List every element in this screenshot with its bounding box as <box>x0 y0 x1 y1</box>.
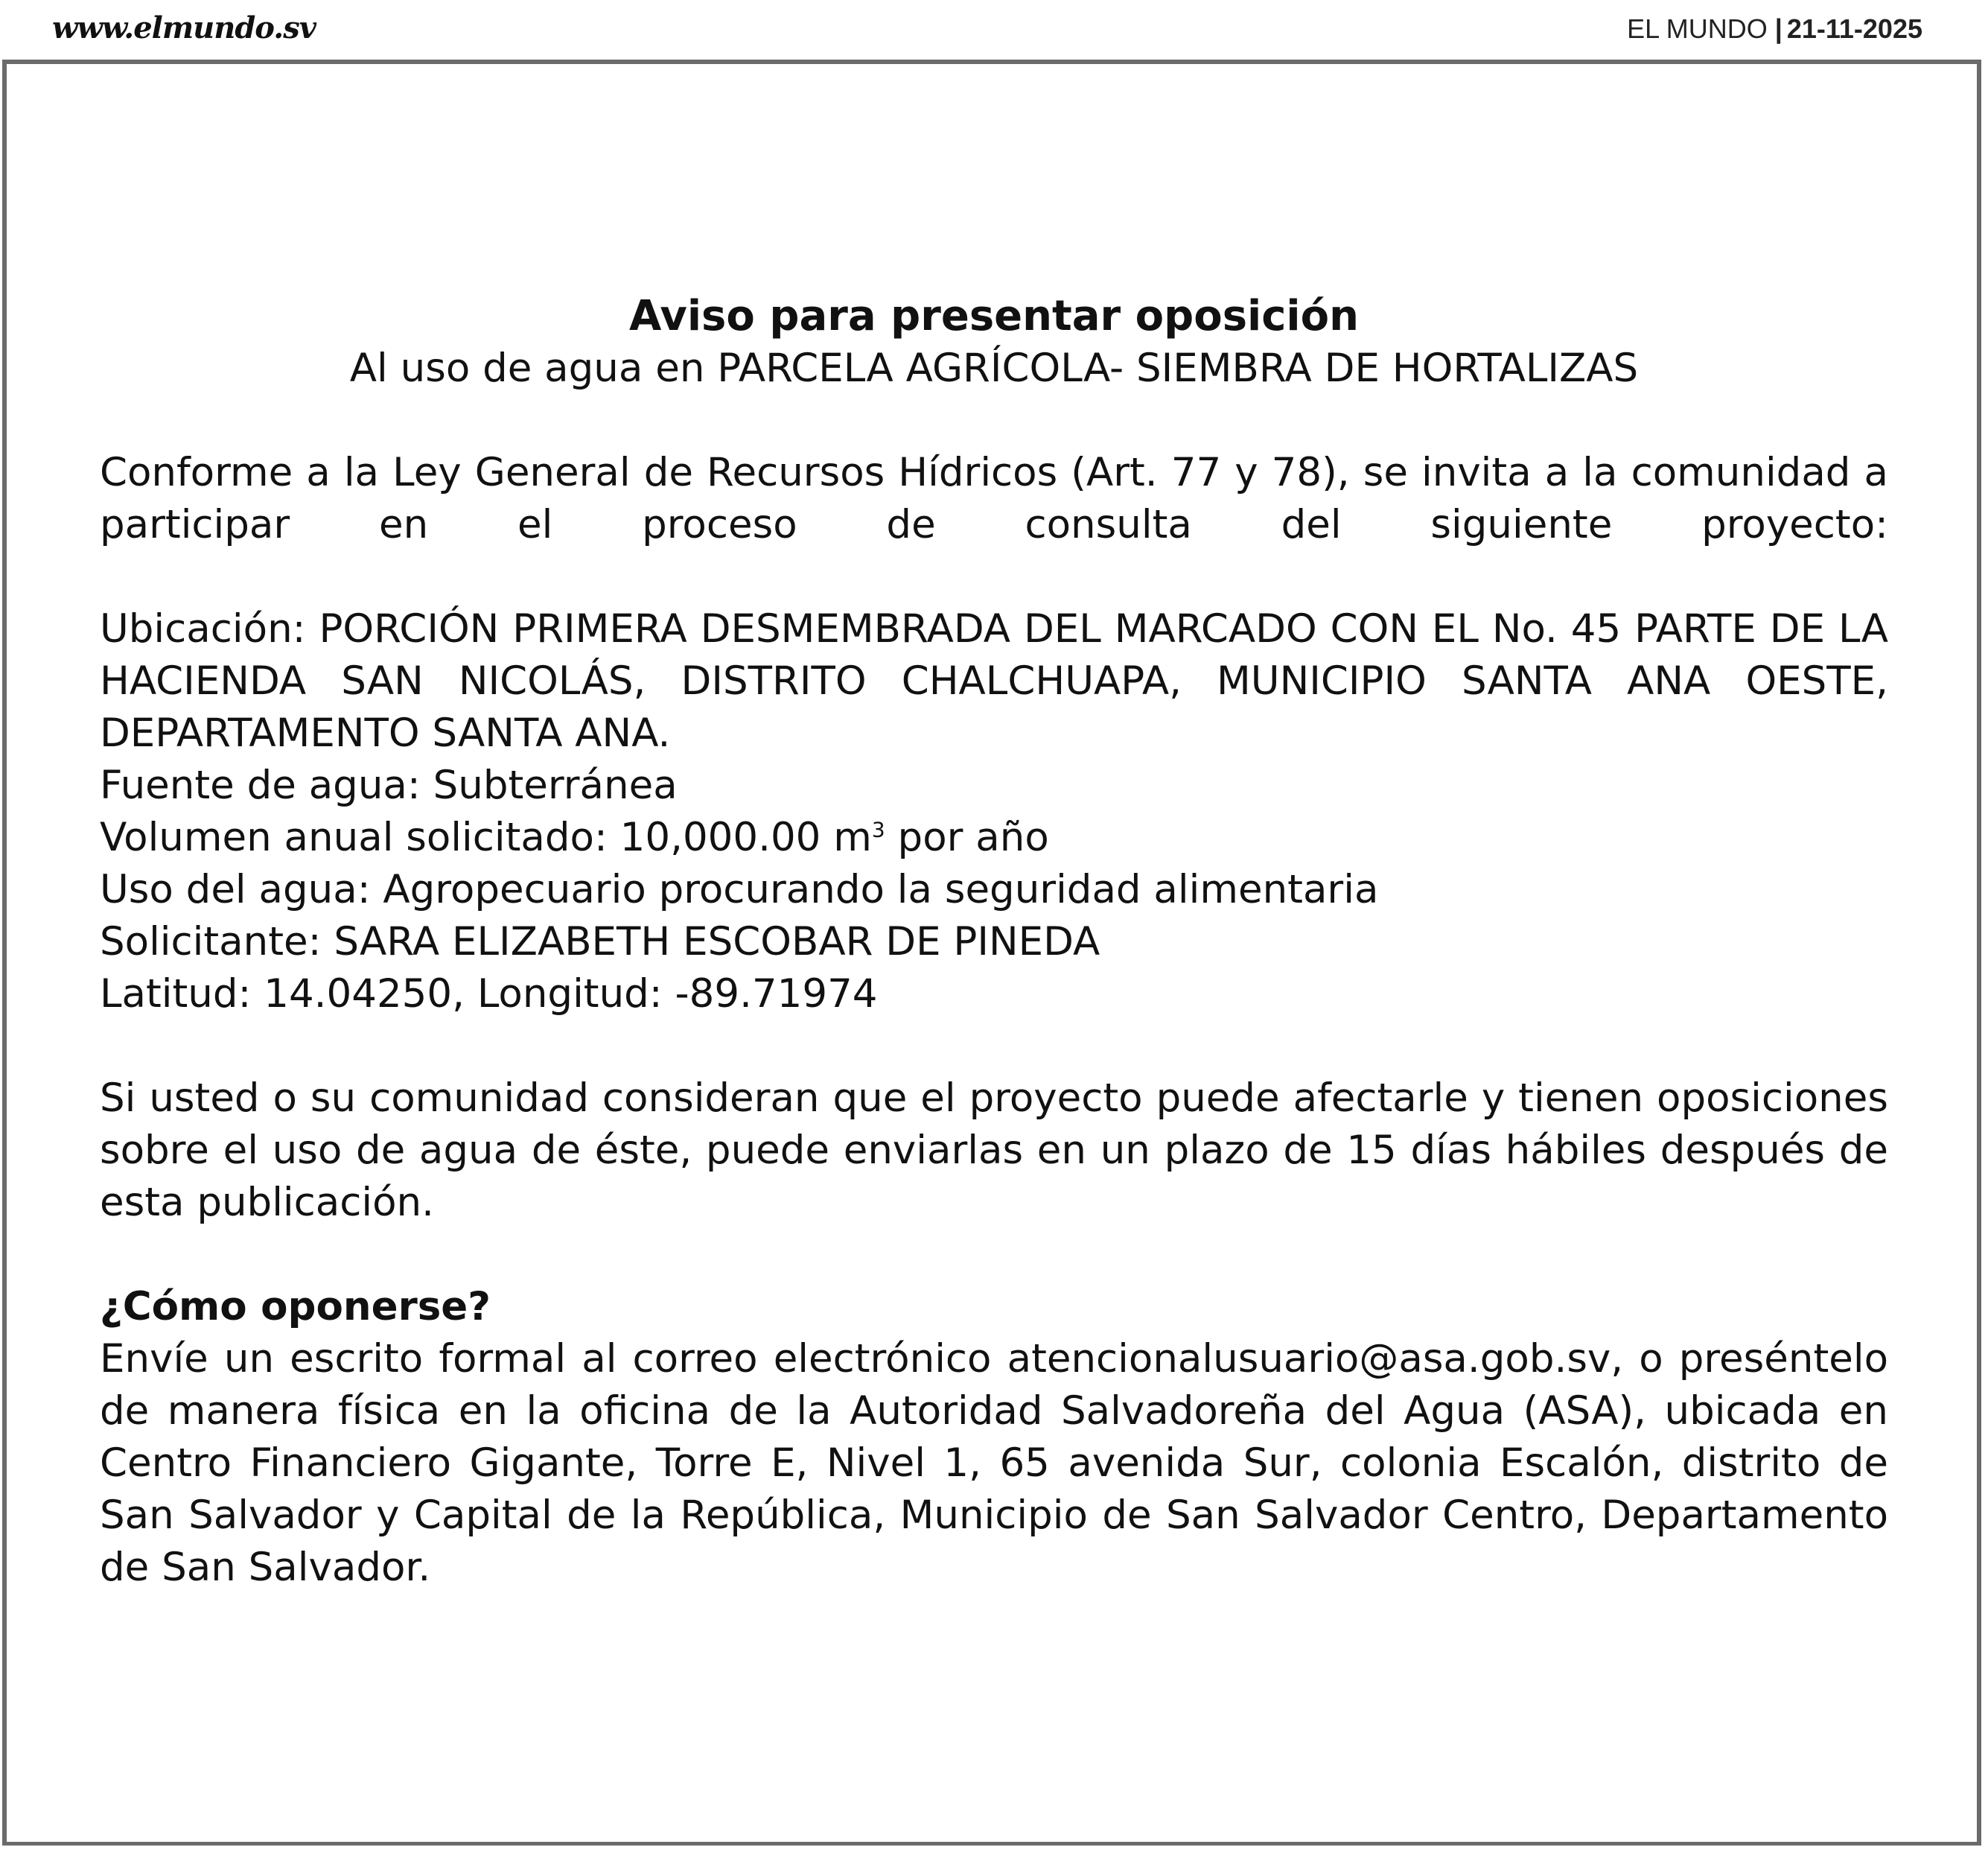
site-url[interactable]: www.elmundo.sv <box>52 10 316 45</box>
annual-volume <box>100 812 1888 864</box>
project-details <box>100 603 1888 1020</box>
applicant: Solicitante: SARA ELIZABETH ESCOBAR DE PINEDA <box>100 919 1100 964</box>
how-to-oppose-title: ¿Cómo oponerse? <box>100 1284 491 1329</box>
coordinates: Latitud: 14.04250, Longitud: -89.71974 <box>100 971 878 1017</box>
intro-paragraph: Conforme a la Ley General de Recursos Hídricos (Art. 77 y 78), se invita a la comunidad a participar en el proceso de consulta del siguiente proyecto: <box>100 450 1888 547</box>
notice-subtitle: Al uso de agua en PARCELA AGRÍCOLA- SIEMBRA DE HORTALIZAS <box>349 346 1639 391</box>
publication-date: 21-11-2025 <box>1786 13 1922 44</box>
project-location: Ubicación: PORCIÓN PRIMERA DESMEMBRADA DEL MARCADO CON EL No. 45 PARTE DE LA HACIENDA SAN NICOLÁS, DISTRITO CHALCHUAPA, MUNICIPIO SANTA ANA OESTE, DEPARTAMENTO SANTA ANA. <box>100 606 1888 756</box>
notice-content <box>100 290 1888 1594</box>
annual-volume-exponent: 3 <box>871 817 885 842</box>
page-header <box>0 0 1988 60</box>
annual-volume-unit: por año <box>885 815 1049 860</box>
water-use: Uso del agua: Agropecuario procurando la seguridad alimentaria <box>100 867 1379 912</box>
notice-title: Aviso para presentar oposición <box>629 292 1359 340</box>
publication-name: EL MUNDO <box>1627 13 1768 44</box>
annual-volume-value: Volumen anual solicitado: 10,000.00 m <box>100 815 872 860</box>
water-source: Fuente de agua: Subterránea <box>100 763 678 808</box>
header-separator: | <box>1774 13 1782 44</box>
how-to-oppose-body: Envíe un escrito formal al correo electrónico atencionalusuario@asa.gob.sv, o preséntelo de manera física en la oficina de la Autoridad Salvadoreña del Agua (ASA), ubicada en Centro Financiero Gigante, Torre E, Nivel 1, 65 avenida Sur, colonia Escalón, distrito de San Salvador y Capital de la República, Municipio de San Salvador Centro, Departamento de San Salvador. <box>100 1336 1888 1590</box>
publication-info <box>1627 13 1922 45</box>
opposition-info: Si usted o su comunidad consideran que el proyecto puede afectarle y tienen oposiciones sobre el uso de agua de éste, puede enviarlas en un plazo de 15 días hábiles después de esta publicación. <box>100 1075 1888 1225</box>
